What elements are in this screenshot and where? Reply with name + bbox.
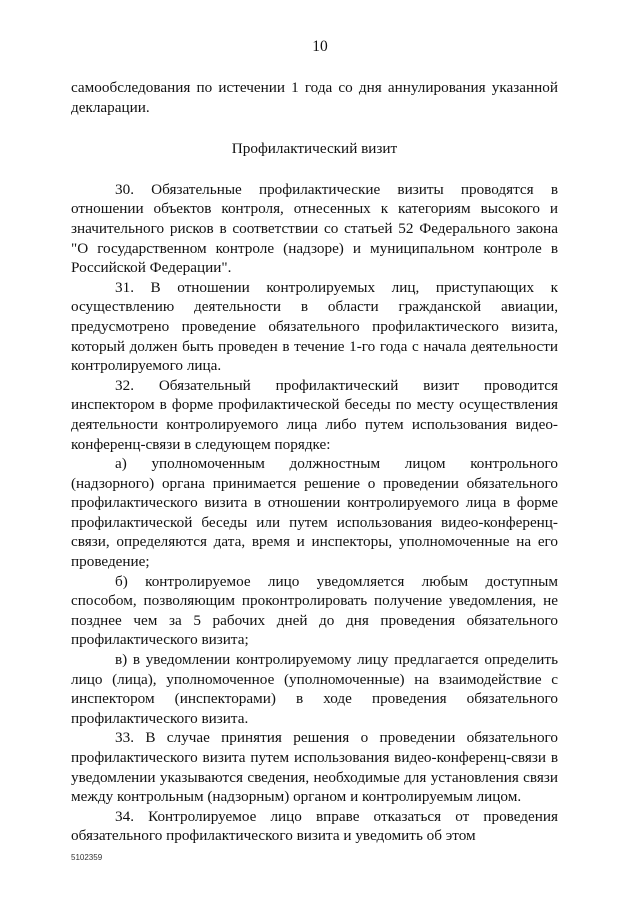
paragraph-item-30: 30. Обязательные профилактические визиты проводятся в отношении объектов контроля, отнесенных к категориям высокого и значительного рисков в соответствии со статьей 52 Федерального закона "О государственном контроле (надзоре) и муниципальном контроле в Российской Федерации". <box>71 180 558 277</box>
document-code: 5102359 <box>71 853 103 862</box>
paragraph-item-34: 34. Контролируемое лицо вправе отказаться от проведения обязательного профилактического визита и уведомить об этом <box>71 807 558 845</box>
page-number: 10 <box>312 38 328 55</box>
paragraph-item-31: 31. В отношении контролируемых лиц, приступающих к осуществлению деятельности в области гражданской авиации, предусмотрено проведение обязательного профилактического визита, который должен быть проведен в течение 1-го года с начала деятельности контролируемого лица. <box>71 278 558 375</box>
paragraph-item-33: 33. В случае принятия решения о проведении обязательного профилактического визита путем использования видео-конференц-связи в уведомлении указываются сведения, необходимые для установления связи между контрольным (надзорным) органом и контролируемым лицом. <box>71 729 558 806</box>
subparagraph-b: б) контролируемое лицо уведомляется любым доступным способом, позволяющим проконтролировать получение уведомления, не позднее чем за 5 рабочих дней до дня проведения обязательного профилактического визита; <box>71 572 558 649</box>
paragraph-item-32: 32. Обязательный профилактический визит проводится инспектором в форме профилактической беседы по месту осуществления деятельности контролируемого лица либо путем использования видео-конференц-связи в следующем порядке: <box>71 376 558 453</box>
subparagraph-v: в) в уведомлении контролируемому лицу предлагается определить лицо (лица), уполномоченное (уполномоченные) на взаимодействие с инспектором (инспекторами) в ходе проведения обязательного профилактического визита. <box>71 651 558 727</box>
subparagraph-a: а) уполномоченным должностным лицом контрольного (надзорного) органа принимается решение о проведении обязательного профилактического визита в отношении контролируемого лица в форме профилактической беседы или путем использования видео-конференц-связи, определяются дата, время и инспекторы, уполномоченные на его проведение; <box>71 455 558 571</box>
document-body <box>71 78 558 846</box>
paragraph-continuation: самообследования по истечении 1 года со дня аннулирования указанной декларации. <box>71 79 558 116</box>
section-heading: Профилактический визит <box>231 140 398 158</box>
